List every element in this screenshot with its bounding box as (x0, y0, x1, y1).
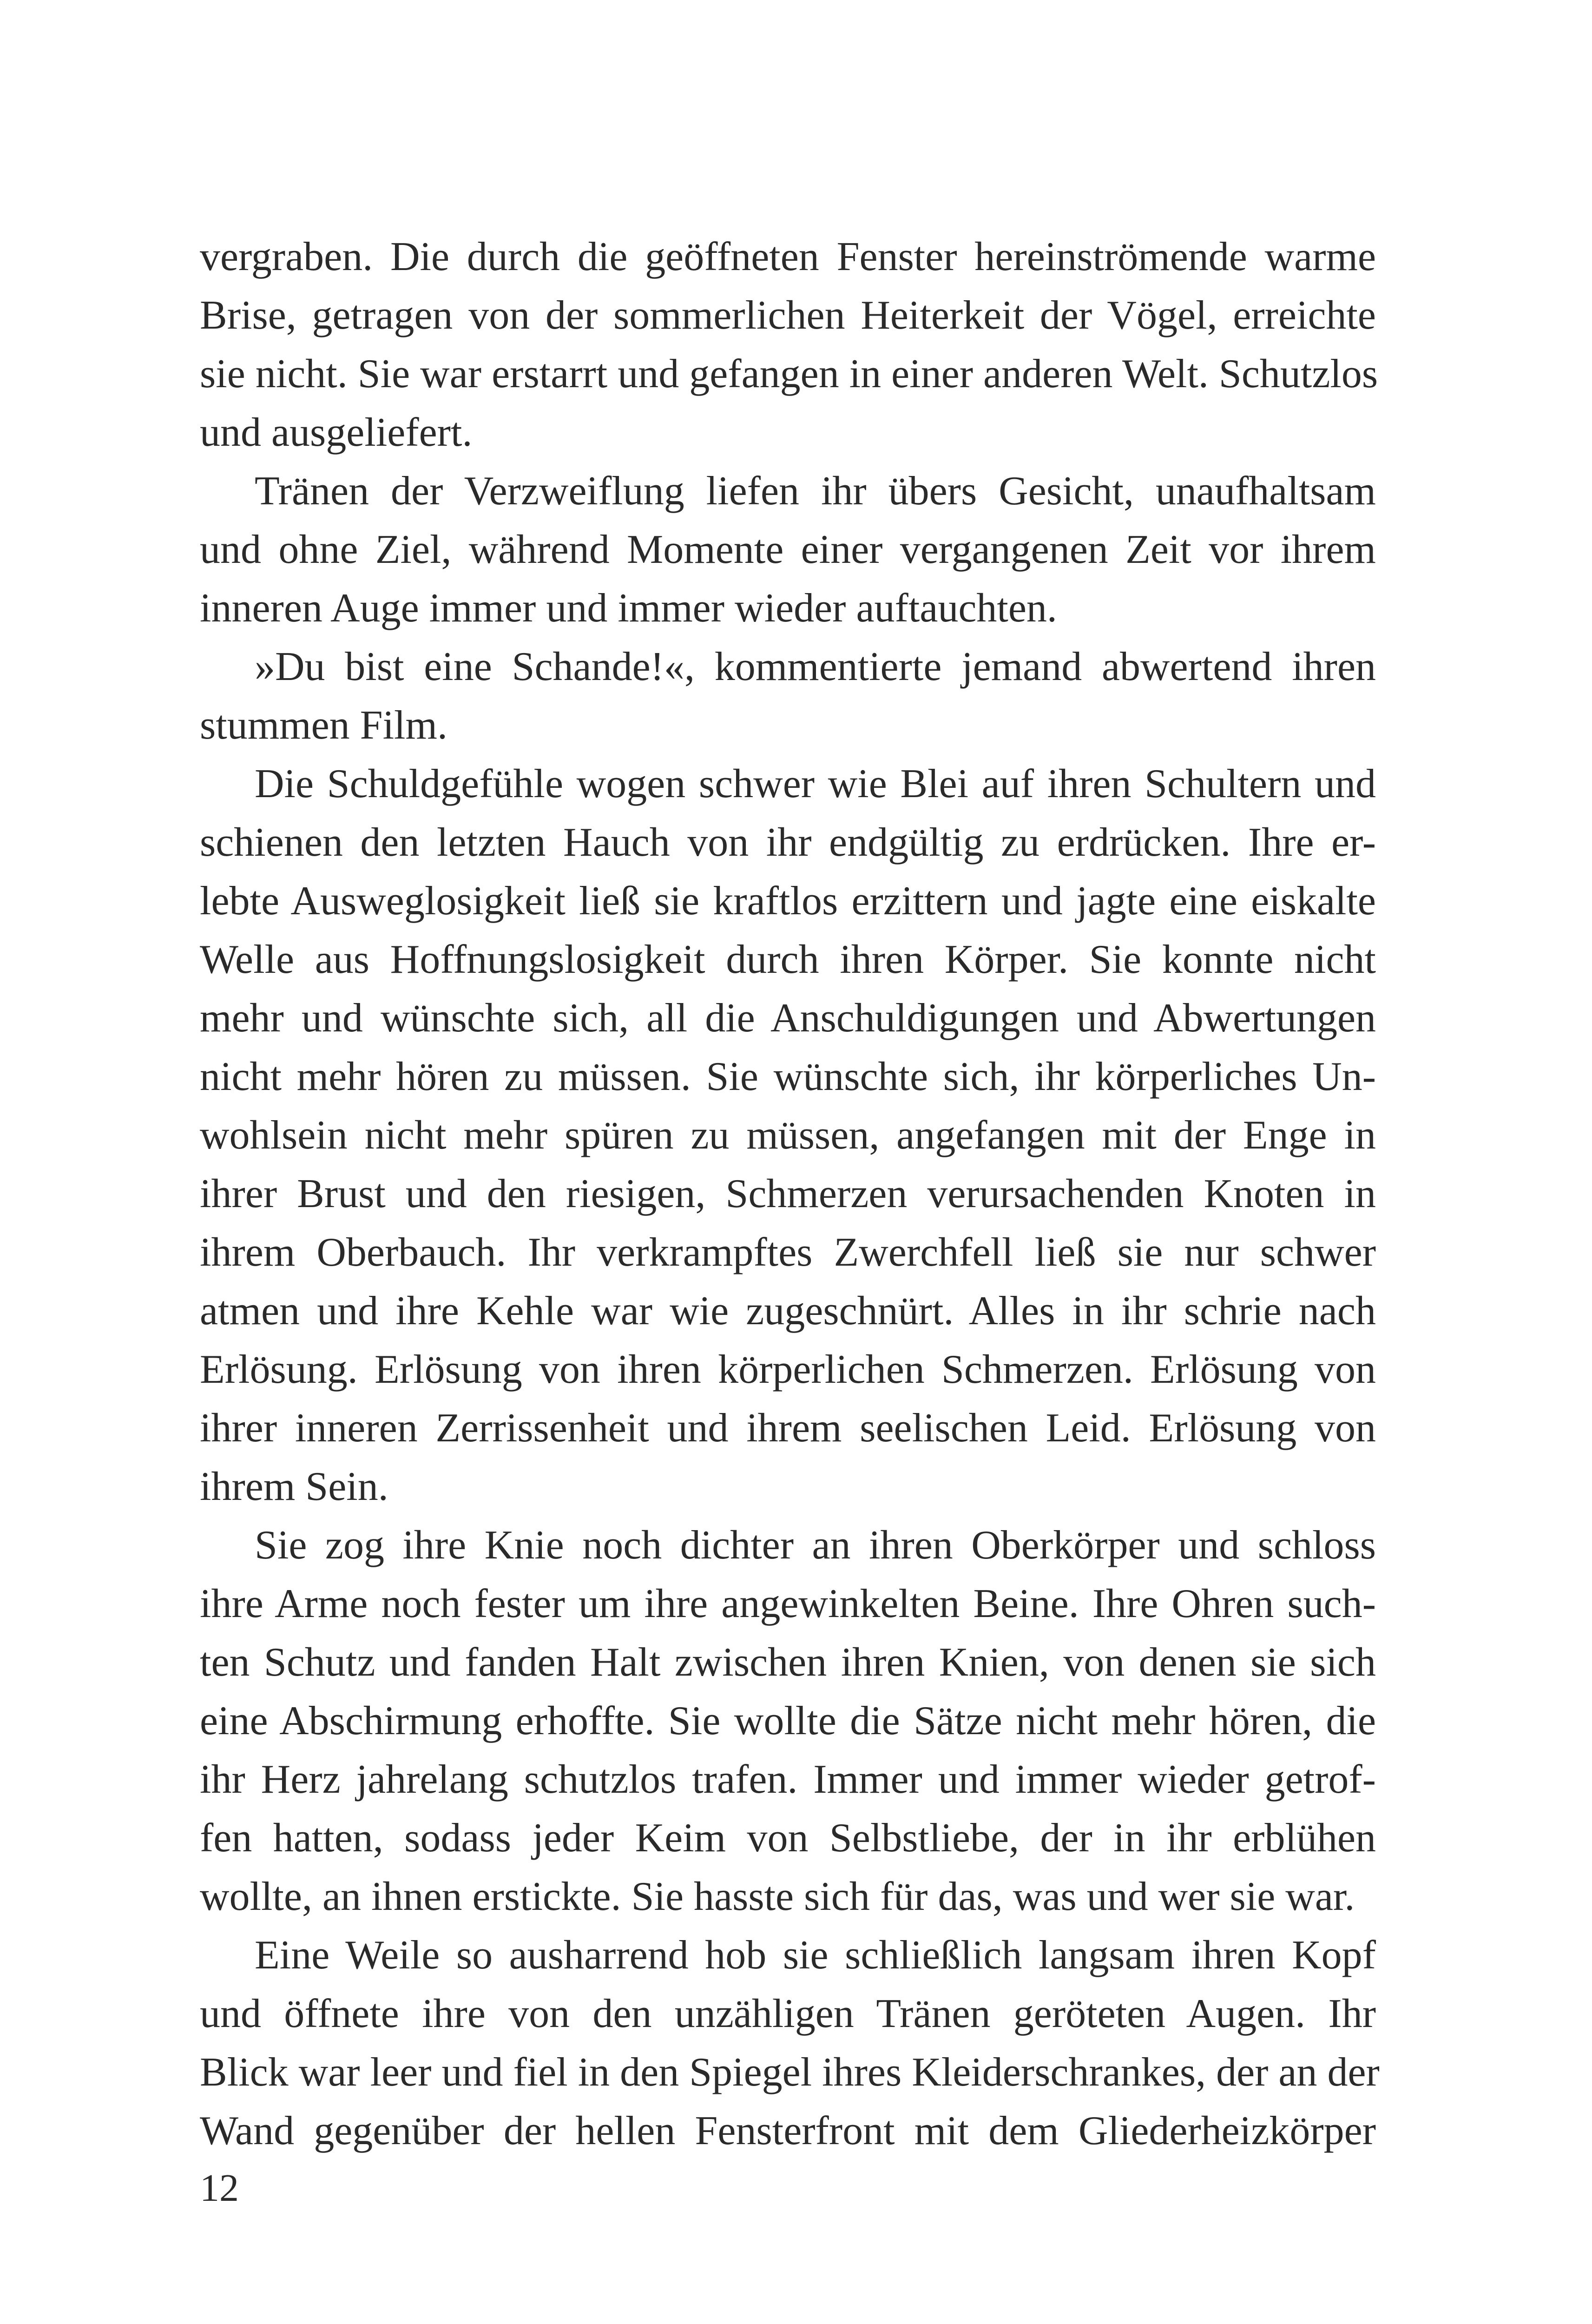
text-line: nicht mehr hören zu müssen. Sie wünschte sich, ihr körperliches Un- (200, 1054, 1376, 1099)
text-line: ihrer Brust und den riesigen, Schmerzen verursachenden Knoten in (200, 1171, 1376, 1216)
text-line: ihrer inneren Zerrissenheit und ihrem seelischen Leid. Erlösung von (200, 1406, 1376, 1451)
text-line: ten Schutz und fanden Halt zwischen ihren Knien, von denen sie sich (200, 1640, 1376, 1685)
page-number: 12 (200, 2166, 239, 2210)
text-line: fen hatten, sodass jeder Keim von Selbstliebe, der in ihr erblühen (200, 1816, 1376, 1861)
text-line: Tränen der Verzweiflung liefen ihr übers Gesicht, unaufhaltsam (255, 469, 1376, 514)
text-line: ihrem Oberbauch. Ihr verkrampftes Zwerchfell ließ sie nur schwer (200, 1230, 1376, 1275)
text-line: atmen und ihre Kehle war wie zugeschnürt. Alles in ihr schrie nach (200, 1288, 1376, 1334)
text-line: Welle aus Hoffnungslosigkeit durch ihren Körper. Sie konnte nicht (200, 937, 1376, 982)
text-line: Eine Weile so ausharrend hob sie schließlich langsam ihren Kopf (255, 1933, 1376, 1978)
text-line: Erlösung. Erlösung von ihren körperlichen Schmerzen. Erlösung von (200, 1347, 1376, 1392)
text-line: ihrem Sein. (200, 1464, 388, 1509)
text-line: wollte, an ihnen erstickte. Sie hasste sich für das, was und wer sie war. (200, 1874, 1355, 1919)
text-line: sie nicht. Sie war erstarrt und gefangen in einer anderen Welt. Schutzlos (200, 351, 1378, 396)
text-line: und ausgeliefert. (200, 410, 473, 455)
text-line: Die Schuldgefühle wogen schwer wie Blei auf ihren Schultern und (255, 761, 1376, 806)
text-line: und öffnete ihre von den unzähligen Tränen geröteten Augen. Ihr (200, 1991, 1376, 2036)
text-line: und ohne Ziel, während Momente einer vergangenen Zeit vor ihrem (200, 527, 1376, 572)
text-line: stummen Film. (200, 703, 447, 748)
text-line: Blick war leer und fiel in den Spiegel ihres Kleiderschrankes, der an der (200, 2050, 1380, 2095)
text-line: Wand gegenüber der hellen Fensterfront mit dem Gliederheizkörper (200, 2108, 1376, 2153)
text-line: »Du bist eine Schande!«, kommentierte jemand abwertend ihren (255, 644, 1376, 689)
text-line: inneren Auge immer und immer wieder auftauchten. (200, 586, 1057, 631)
text-line: Sie zog ihre Knie noch dichter an ihren Oberkörper und schloss (255, 1523, 1376, 1568)
text-line: lebte Ausweglosigkeit ließ sie kraftlos erzittern und jagte eine eiskalte (200, 878, 1376, 924)
text-line: ihr Herz jahrelang schutzlos trafen. Immer und immer wieder getrof- (200, 1757, 1376, 1802)
text-line: eine Abschirmung erhoffte. Sie wollte die Sätze nicht mehr hören, die (200, 1698, 1376, 1743)
text-line: Brise, getragen von der sommerlichen Heiterkeit der Vögel, erreichte (200, 293, 1376, 338)
text-line: schienen den letzten Hauch von ihr endgültig zu erdrücken. Ihre er- (200, 820, 1376, 865)
text-line: wohlsein nicht mehr spüren zu müssen, angefangen mit der Enge in (200, 1113, 1376, 1158)
text-line: mehr und wünschte sich, all die Anschuldigungen und Abwertungen (200, 996, 1376, 1041)
text-line: vergraben. Die durch die geöffneten Fenster hereinströmende warme (200, 234, 1376, 279)
text-line: ihre Arme noch fester um ihre angewinkelten Beine. Ihre Ohren such- (200, 1581, 1376, 1626)
